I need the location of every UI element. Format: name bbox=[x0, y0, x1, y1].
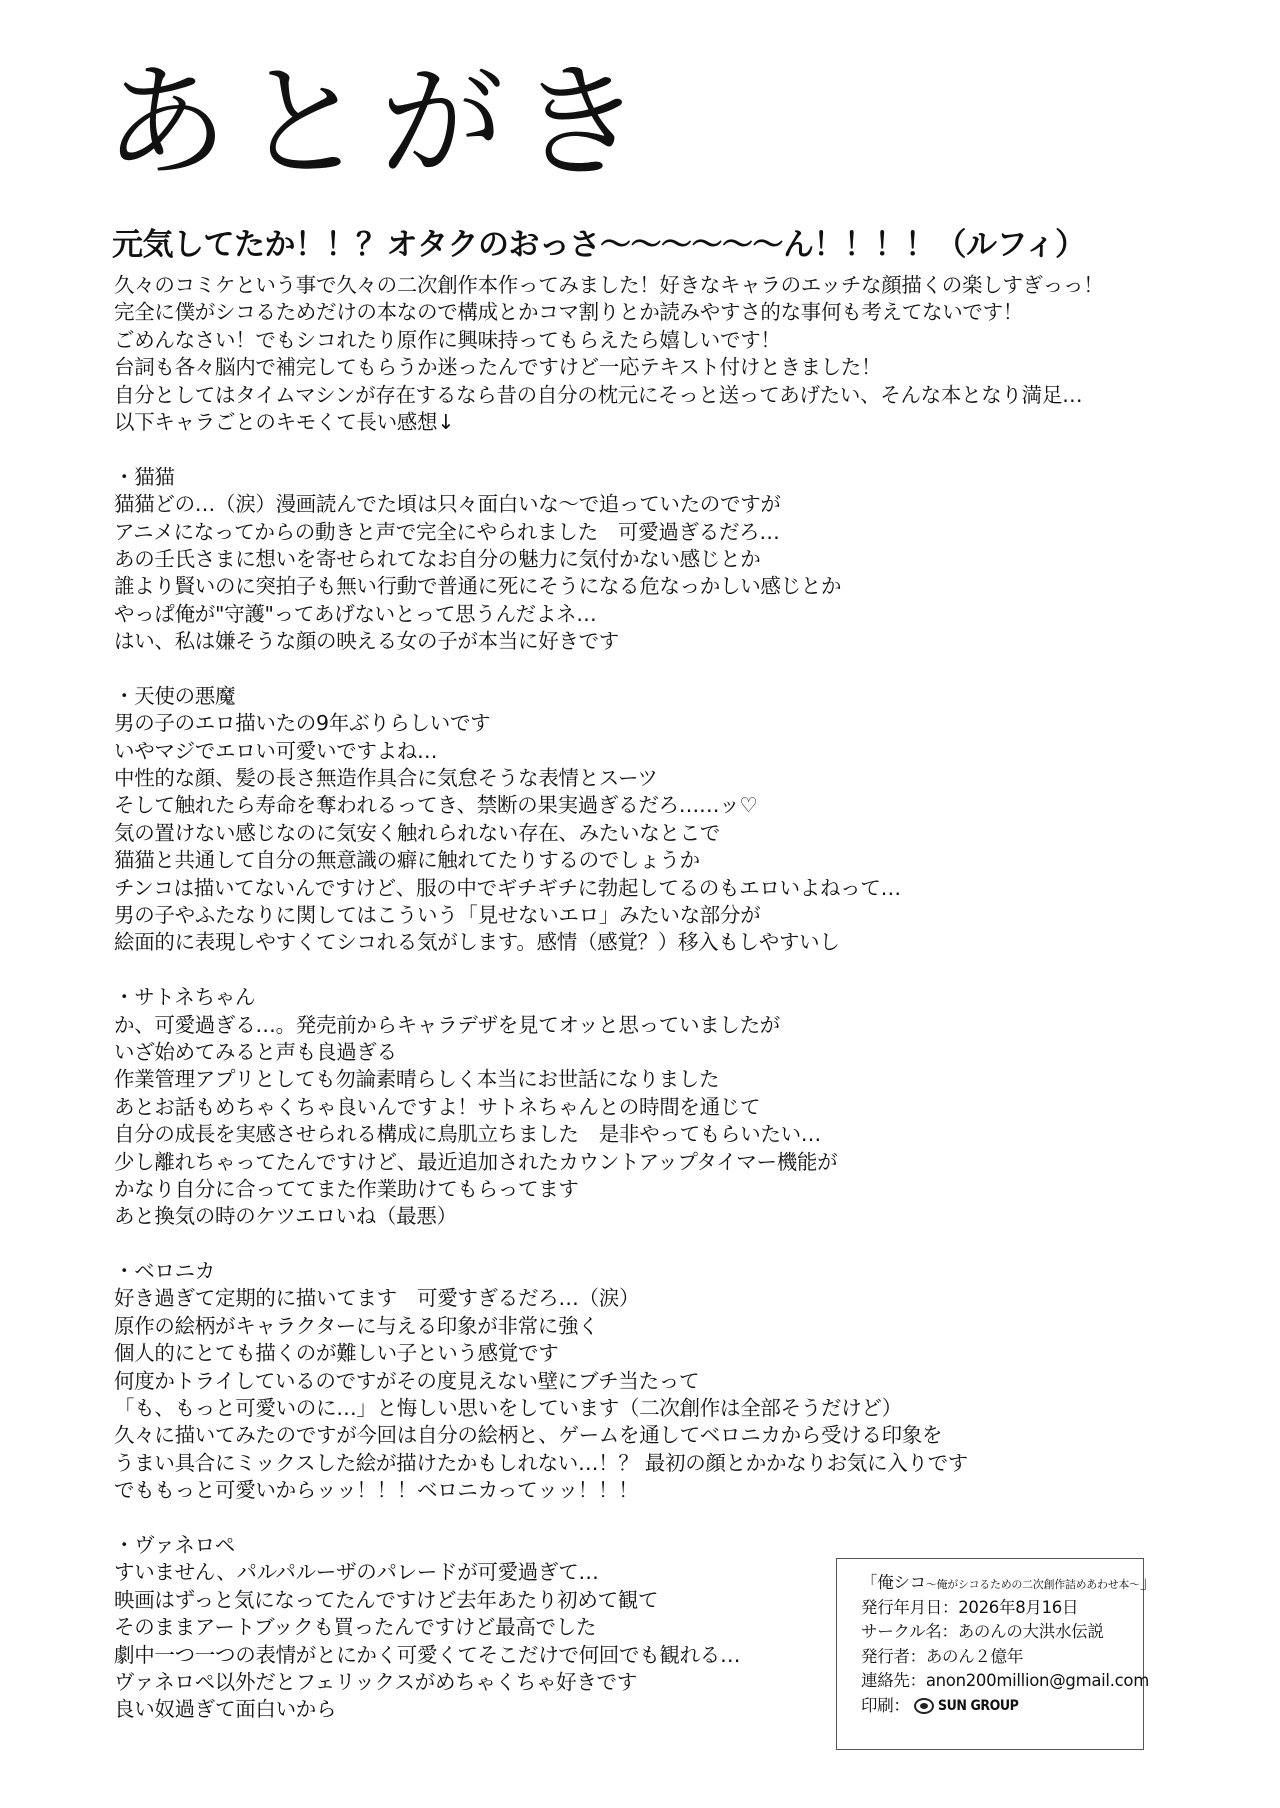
body-line: そのままアートブックも買ったんですけど最高でした bbox=[114, 1615, 597, 1640]
colophon-date bbox=[861, 1596, 1129, 1621]
colophon-printer bbox=[861, 1694, 1129, 1719]
body-line: 猫猫と共通して自分の無意識の癖に触れてたりするのでしょうか bbox=[114, 848, 700, 873]
section-heading: ・猫猫 bbox=[114, 464, 175, 489]
body-line: 気の置けない感じなのに気安く触れられない存在、みたいなとこで bbox=[114, 820, 720, 845]
body-line: 完全に僕がシコるためだけの本なので構成とかコマ割りとか読みやすさ的な事何も考えてないです！ bbox=[114, 300, 1023, 325]
body-line: うまい具合にミックスした絵が描けたかもしれない…！？ 最初の顔とかかなりお気に入りです bbox=[114, 1450, 968, 1475]
body-line: 久々に描いてみたのですが今回は自分の絵柄と、ゲームを通してベロニカから受ける印象を bbox=[114, 1423, 943, 1448]
body-line bbox=[114, 957, 1164, 984]
body-line: 好き過ぎて定期的に描いてます 可愛すぎるだろ…（涙） bbox=[114, 1286, 640, 1311]
colophon-box bbox=[836, 1558, 1157, 1750]
body-line: 男の子やふたなりに関してはこういう「見せないエロ」みたいな部分が bbox=[114, 902, 761, 927]
body-line: 自分の成長を実感させられる構成に鳥肌立ちました 是非やってもらいたい… bbox=[114, 1122, 821, 1147]
body-line bbox=[114, 1231, 1164, 1258]
body-line: でももっと可愛いからッッ！！！ベロニカってッッ！！！ bbox=[114, 1478, 639, 1503]
section-heading: ・ベロニカ bbox=[114, 1259, 215, 1284]
body-line: 誰より賢いのに突拍子も無い行動で普通に死にそうになる危なっかしい感じとか bbox=[114, 574, 842, 599]
body-line: 原作の絵柄がキャラクターに与える印象が非常に強く bbox=[114, 1313, 599, 1338]
body-line: 良い奴過ぎて面白いから bbox=[114, 1697, 337, 1722]
body-line bbox=[114, 1505, 1164, 1532]
body-line: 自分としてはタイムマシンが存在するなら昔の自分の枕元にそっと送ってあげたい、そんな本となり満足… bbox=[114, 382, 1083, 407]
body-line: ヴァネロペ以外だとフェリックスがめちゃくちゃ好きです bbox=[114, 1669, 637, 1694]
body-line: 猫猫どの…（涙）漫画読んでた頃は只々面白いな〜で追っていたのですが bbox=[114, 492, 781, 517]
printer-label: 印刷： bbox=[861, 1695, 910, 1715]
body-line: チンコは描いてないんですけど、服の中でギチギチに勃起してるのもエロいよねって… bbox=[114, 875, 901, 900]
section-heading: ・ヴァネロペ bbox=[114, 1532, 235, 1557]
afterword-headline: 元気してたか！！？オタクのおっさ〜〜〜〜〜〜ん！！！！（ルフィ） bbox=[112, 227, 1086, 263]
body-line: いやマジでエロい可愛いですよね… bbox=[114, 738, 438, 763]
body-line: やっぱ俺が"守護"ってあげないとって思うんだよネ… bbox=[114, 601, 597, 626]
contact-email: anon200million@gmail.com bbox=[925, 1671, 1150, 1690]
body-line: そして触れたら寿命を奪われるってき、禁断の果実過ぎるだろ……ッ♡ bbox=[114, 793, 758, 818]
body-line: ごめんなさい！でもシコれたり原作に興味持ってもらえたら嬉しいです！ bbox=[114, 327, 781, 352]
publisher-label: 発行者： bbox=[861, 1646, 926, 1666]
body-line: 何度かトライしているのですがその度見えない壁にブチ当たって bbox=[114, 1368, 700, 1393]
afterword-body bbox=[114, 272, 1164, 1724]
book-title-main: 「俺シコ bbox=[861, 1573, 926, 1592]
body-line: はい、私は嫌そうな顔の映える女の子が本当に好きです bbox=[114, 629, 619, 654]
date-value: 2026年8月16日 bbox=[958, 1597, 1079, 1617]
body-line bbox=[114, 436, 1164, 463]
body-line: 少し離れちゃってたんですけど、最近追加されたカウントアップタイマー機能が bbox=[114, 1149, 838, 1174]
body-line: 男の子のエロ描いたの9年ぶりらしいです bbox=[114, 711, 491, 736]
circle-label: サークル名： bbox=[861, 1622, 958, 1641]
circle-value: あのんの大洪水伝説 bbox=[957, 1622, 1104, 1641]
body-line: 劇中一つ一つの表情がとにかく可愛くてそこだけで何回でも観れる… bbox=[114, 1642, 741, 1667]
body-line: 以下キャラごとのキモくて長い感想↓ bbox=[114, 409, 455, 434]
body-line: あと換気の時のケツエロいね（最悪） bbox=[114, 1204, 457, 1229]
body-line: 作業管理アプリとしても勿論素晴らしく本当にお世話になりました bbox=[114, 1067, 720, 1092]
colophon-book-title bbox=[861, 1571, 1157, 1596]
body-line: 「も、もっと可愛いのに…」と悔しい思いをしています（二次創作は全部そうだけど） bbox=[114, 1396, 902, 1421]
body-line: 中性的な顔、髪の長さ無造作具合に気怠そうな表情とスーツ bbox=[114, 766, 658, 791]
colophon-contact bbox=[861, 1669, 1150, 1694]
body-line: あの壬氏さまに想いを寄せられてなお自分の魅力に気付かない感じとか bbox=[114, 546, 761, 571]
body-line: か、可愛過ぎる…。発売前からキャラデザを見てオッと思っていましたが bbox=[114, 1012, 780, 1037]
section-heading: ・サトネちゃん bbox=[114, 985, 256, 1010]
page-title: あとがき bbox=[104, 51, 657, 195]
body-line: アニメになってからの動きと声で完全にやられました 可愛過ぎるだろ… bbox=[114, 519, 780, 544]
body-line: いざ始めてみると声も良過ぎる bbox=[114, 1039, 397, 1064]
body-line: 映画はずっと気になってたんですけど去年あたり初めて観て bbox=[114, 1587, 659, 1612]
body-line: かなり自分に合っててまた作業助けてもらってます bbox=[114, 1176, 579, 1201]
colophon-circle bbox=[861, 1620, 1129, 1645]
colophon-publisher bbox=[861, 1645, 1129, 1670]
book-title-subtitle: 〜俺がシコるための二次創作詰めあわせ本〜 bbox=[925, 1578, 1140, 1591]
body-line: 絵面的に表現しやすくてシコれる気がします。感情（感覚？）移入もしやすいし bbox=[114, 930, 840, 955]
section-heading: ・天使の悪魔 bbox=[114, 683, 236, 708]
body-line: あとお話もめちゃくちゃ良いんですよ！サトネちゃんとの時間を通じて bbox=[114, 1094, 761, 1119]
contact-label: 連絡先： bbox=[861, 1671, 926, 1690]
printer-logo-text: SUN GROUP bbox=[937, 1697, 1019, 1714]
sun-group-logo-icon bbox=[914, 1694, 1027, 1719]
body-line bbox=[114, 655, 1164, 682]
body-line: 台詞も各々脳内で補完してもらうか迷ったんですけど一応テキスト付けときました！ bbox=[114, 355, 882, 380]
body-line: すいません、パルパルーザのパレードが可愛過ぎて… bbox=[114, 1560, 599, 1585]
book-title-close: 」 bbox=[1139, 1573, 1157, 1592]
sun-mark-icon bbox=[914, 1698, 934, 1714]
date-label: 発行年月日： bbox=[861, 1597, 959, 1617]
body-line: 個人的にとても描くのが難しい子という感覚です bbox=[114, 1341, 559, 1366]
publisher-value: あのん２億年 bbox=[925, 1646, 1024, 1666]
body-line: 久々のコミケという事で久々の二次創作本作ってみました！好きなキャラのエッチな顔描くの楽しすぎっっ！ bbox=[114, 273, 1104, 297]
